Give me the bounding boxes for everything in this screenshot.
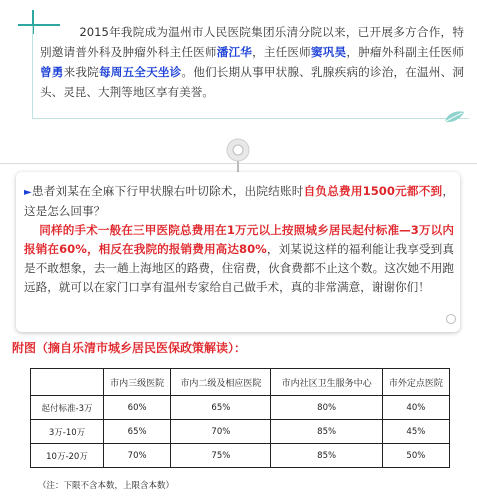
table-cell: 起付标准-3万 bbox=[31, 396, 104, 420]
case-story-card bbox=[16, 172, 460, 332]
intro-text-1: 2015年我院成为温州市人民医院集团乐清分院以来，已开展多方合作，特别邀请普外科及肿瘤外科主任医师 bbox=[40, 25, 464, 59]
story-text-2: ，这是怎么回事？ bbox=[24, 184, 454, 218]
reimbursement-table-wrapper bbox=[30, 368, 450, 468]
table-note: （注：下限不含本数，上限含本数） bbox=[38, 481, 175, 491]
table-cell: 75% bbox=[171, 444, 271, 468]
case-story-text bbox=[24, 182, 454, 297]
reimbursement-table bbox=[30, 368, 450, 468]
table-row bbox=[31, 444, 450, 468]
table-cell: 85% bbox=[271, 444, 382, 468]
leaf-icon bbox=[443, 110, 465, 124]
schedule-highlight: 每周五全天坐诊 bbox=[98, 65, 182, 79]
table-cell: 3万-10万 bbox=[31, 420, 104, 444]
table-cell: 85% bbox=[271, 420, 382, 444]
doctor-name-2: 窦巩昊 bbox=[310, 45, 347, 59]
table-row bbox=[31, 420, 450, 444]
table-header-cell bbox=[31, 369, 104, 396]
table-cell: 65% bbox=[171, 396, 271, 420]
table-cell: 65% bbox=[104, 420, 171, 444]
intro-text-5: 。他们长期从事甲状腺、乳腺疾病的诊治，在温州、洞头、灵昆、大荆等地区享有美誉。 bbox=[40, 65, 464, 99]
story-text-1: 患者刘某在全麻下行甲状腺右叶切除术，出院结账时 bbox=[31, 184, 304, 198]
table-header-cell: 市外定点医院 bbox=[382, 369, 449, 396]
table-cell: 45% bbox=[382, 420, 449, 444]
table-cell: 60% bbox=[104, 396, 171, 420]
table-row bbox=[31, 396, 450, 420]
intro-text-4: 来我院 bbox=[63, 65, 99, 79]
table-header-cell: 市内三级医院 bbox=[104, 369, 171, 396]
story-text-3: ，刘某说这样的福利能让我享受到真是不敢想象，去一趟上海地区的路费，住宿费，伙食费都不止这个数。这次她不用跑远路，就可以在家门口享有温州专家给自己做手术，真的非常满意，谢谢你们！ bbox=[24, 242, 454, 294]
map-pin-icon bbox=[225, 138, 251, 174]
table-header-cell: 市内二级及相应医院 bbox=[171, 369, 271, 396]
story-highlight-cost: 自负总费用1500元都不到 bbox=[303, 184, 443, 198]
doctor-name-1: 潘江华 bbox=[216, 45, 253, 59]
card-corner-dot bbox=[446, 314, 456, 324]
table-cell: 40% bbox=[382, 396, 449, 420]
table-cell: 50% bbox=[382, 444, 449, 468]
table-cell: 80% bbox=[271, 396, 382, 420]
bullet-icon: ► bbox=[24, 187, 32, 198]
doctor-name-3: 曾勇 bbox=[40, 65, 64, 79]
table-cell: 70% bbox=[171, 420, 271, 444]
intro-text-3: ，肿瘤外科副主任医师 bbox=[346, 45, 464, 59]
intro-paragraph bbox=[40, 22, 464, 102]
table-cell: 70% bbox=[104, 444, 171, 468]
table-header-row bbox=[31, 369, 450, 396]
story-highlight-reimbursement: 同样的手术一般在三甲医院总费用在1万元以上按照城乡居民起付标准—3万以内报销在60%，相反在我院的报销费用高达80% bbox=[24, 223, 454, 256]
intro-text-2: ，主任医师 bbox=[252, 45, 311, 59]
table-cell: 10万-20万 bbox=[31, 444, 104, 468]
appendix-title: 附图（摘自乐清市城乡居民医保政策解读）： bbox=[12, 341, 247, 355]
table-header-cell: 市内社区卫生服务中心 bbox=[271, 369, 382, 396]
